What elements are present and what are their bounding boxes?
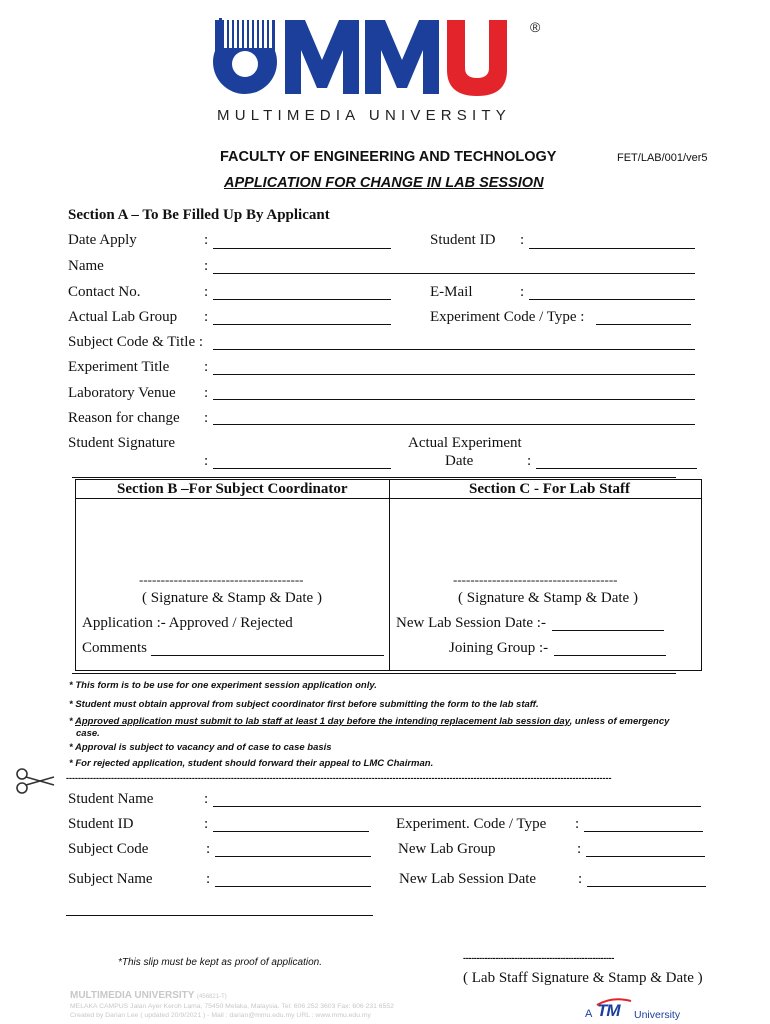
- comments-label: Comments: [82, 640, 148, 656]
- comments-field[interactable]: [151, 655, 384, 656]
- new-lab-session-date-label: New Lab Session Date :-: [396, 615, 546, 631]
- tm-logo-icon: TM: [597, 1001, 620, 1020]
- slip-subject-code-label: Subject Code: [68, 841, 149, 857]
- student-id-label: Student ID: [430, 232, 496, 248]
- name-label: Name: [68, 258, 104, 274]
- date-label: Date: [445, 453, 474, 469]
- colon: :: [206, 871, 211, 887]
- colon: :: [575, 816, 580, 832]
- note-approved-suffix: , unless of emergency: [569, 716, 670, 727]
- slip-new-lab-session-date-label: New Lab Session Date: [399, 871, 537, 887]
- proof-note: *This slip must be kept as proof of application.: [118, 957, 322, 968]
- date-apply-label: Date Apply: [68, 232, 137, 248]
- colon: :: [204, 284, 209, 300]
- joining-group-field[interactable]: [554, 655, 666, 656]
- box-top-rule: [72, 477, 676, 478]
- section-b-signature-caption: ( Signature & Stamp & Date ): [142, 590, 322, 606]
- note-item: * This form is to be use for one experiment session application only.: [69, 680, 377, 691]
- form-title: APPLICATION FOR CHANGE IN LAB SESSION: [224, 175, 544, 191]
- section-b-signature-line[interactable]: --------------------------------------: [139, 572, 304, 587]
- actual-lab-group-label: Actual Lab Group: [68, 309, 178, 325]
- student-signature-label: Student Signature: [68, 435, 176, 451]
- student-signature-field[interactable]: [213, 468, 391, 469]
- colon: :: [577, 841, 582, 857]
- logo-tagline: MULTIMEDIA UNIVERSITY: [217, 107, 511, 124]
- colon: :: [204, 309, 209, 325]
- slip-student-name-label: Student Name: [68, 791, 154, 807]
- footer-created: Created by Darian Lee ( updated 20/9/2021 ) - Mail : darian@mmu.edu.my URL : www.mmu.edu.my: [70, 1012, 371, 1019]
- slip-student-name-field[interactable]: [213, 806, 701, 807]
- note-approved: [69, 716, 669, 727]
- section-bc-divider: [389, 479, 390, 671]
- note-item: * Student must obtain approval from subject coordinator first before submitting the form to the lab staff.: [69, 699, 539, 710]
- registered-mark: ®: [530, 19, 541, 35]
- mmu-logo: [205, 14, 555, 124]
- tm-university: University: [634, 1009, 681, 1021]
- colon: :: [578, 871, 583, 887]
- section-c-signature-caption: ( Signature & Stamp & Date ): [458, 590, 638, 606]
- name-field[interactable]: [213, 273, 695, 274]
- slip-student-id-field[interactable]: [213, 831, 369, 832]
- faculty-title: FACULTY OF ENGINEERING AND TECHNOLOGY: [220, 149, 557, 165]
- staff-signature-caption: ( Lab Staff Signature & Stamp & Date ): [463, 970, 703, 986]
- staff-signature-line[interactable]: --------------------------------------------------------: [463, 953, 615, 963]
- tm-swoosh-icon: [596, 998, 632, 1006]
- note-item: * Approval is subject to vacancy and of case to case basis: [69, 742, 332, 753]
- slip-extra-line[interactable]: [66, 915, 373, 916]
- mmu-crest-icon: [213, 18, 277, 94]
- scissors-icon: [14, 766, 56, 796]
- actual-experiment-date-field[interactable]: [536, 468, 697, 469]
- colon: :: [204, 453, 209, 469]
- experiment-code-type-label: Experiment Code / Type :: [430, 309, 585, 325]
- colon: :: [206, 841, 211, 857]
- laboratory-venue-field[interactable]: [213, 399, 695, 400]
- colon: :: [204, 410, 209, 426]
- footer-university-name: MULTIMEDIA UNIVERSITY: [70, 990, 195, 1001]
- colon: :: [527, 453, 532, 469]
- actual-lab-group-field[interactable]: [213, 324, 391, 325]
- footer-university: [70, 990, 227, 1001]
- note-item: * For rejected application, student should forward their appeal to LMC Chairman.: [69, 758, 434, 769]
- colon: :: [204, 232, 209, 248]
- cut-line: --------------------------------------------------------------------------------------------------------------------------------------------------------------------------------------: [66, 773, 612, 783]
- colon: :: [204, 359, 209, 375]
- slip-subject-code-field[interactable]: [215, 856, 371, 857]
- slip-subject-name-label: Subject Name: [68, 871, 153, 887]
- slip-new-lab-session-date-field[interactable]: [587, 886, 706, 887]
- colon: :: [204, 791, 209, 807]
- slip-student-id-label: Student ID: [68, 816, 134, 832]
- section-b-heading: Section B –For Subject Coordinator: [117, 481, 348, 497]
- reason-for-change-label: Reason for change: [68, 410, 180, 426]
- section-c-signature-line[interactable]: --------------------------------------: [453, 572, 618, 587]
- subject-code-title-field[interactable]: [213, 349, 695, 350]
- subject-code-title-label: Subject Code & Title :: [68, 334, 204, 350]
- slip-experiment-code-type-field[interactable]: [584, 831, 703, 832]
- note-approved-prefix: *: [69, 716, 75, 727]
- colon: :: [520, 284, 525, 300]
- note-approved-continuation: case.: [76, 728, 100, 739]
- form-code: FET/LAB/001/ver5: [617, 152, 708, 164]
- contact-no-field[interactable]: [213, 299, 391, 300]
- actual-experiment-label: Actual Experiment: [408, 435, 522, 451]
- colon: :: [520, 232, 525, 248]
- tm-prefix: A: [585, 1008, 593, 1020]
- application-status[interactable]: Application :- Approved / Rejected: [82, 615, 293, 631]
- joining-group-label: Joining Group :-: [449, 640, 549, 656]
- experiment-title-label: Experiment Title: [68, 359, 170, 375]
- new-lab-session-date-field[interactable]: [552, 630, 664, 631]
- colon: :: [204, 816, 209, 832]
- email-label: E-Mail: [430, 284, 473, 300]
- footer-reg-no: (456821-T): [197, 994, 227, 1000]
- box-bottom-rule: [72, 673, 676, 674]
- date-apply-field[interactable]: [213, 248, 391, 249]
- section-a-heading: Section A – To Be Filled Up By Applicant: [68, 207, 330, 223]
- email-field[interactable]: [529, 299, 695, 300]
- slip-new-lab-group-field[interactable]: [586, 856, 705, 857]
- note-approved-underlined: Approved application must submit to lab staff at least 1 day before the intending replacement lab session day: [74, 716, 570, 727]
- section-c-heading: Section C - For Lab Staff: [469, 481, 630, 497]
- slip-new-lab-group-label: New Lab Group: [398, 841, 496, 857]
- experiment-code-type-field[interactable]: [596, 324, 691, 325]
- colon: :: [204, 385, 209, 401]
- experiment-title-field[interactable]: [213, 374, 695, 375]
- footer-address: MELAKA CAMPUS Jalan Ayer Keroh Lama, 75450 Melaka, Malaysia. Tel: 606 252 3603 Fax: 606 231 6552: [70, 1003, 394, 1010]
- slip-subject-name-field[interactable]: [215, 886, 371, 887]
- contact-no-label: Contact No.: [68, 284, 141, 300]
- reason-for-change-field[interactable]: [213, 424, 695, 425]
- slip-experiment-code-type-label: Experiment. Code / Type: [396, 816, 547, 832]
- student-id-field[interactable]: [529, 248, 695, 249]
- colon: :: [204, 258, 209, 274]
- laboratory-venue-label: Laboratory Venue: [68, 385, 176, 401]
